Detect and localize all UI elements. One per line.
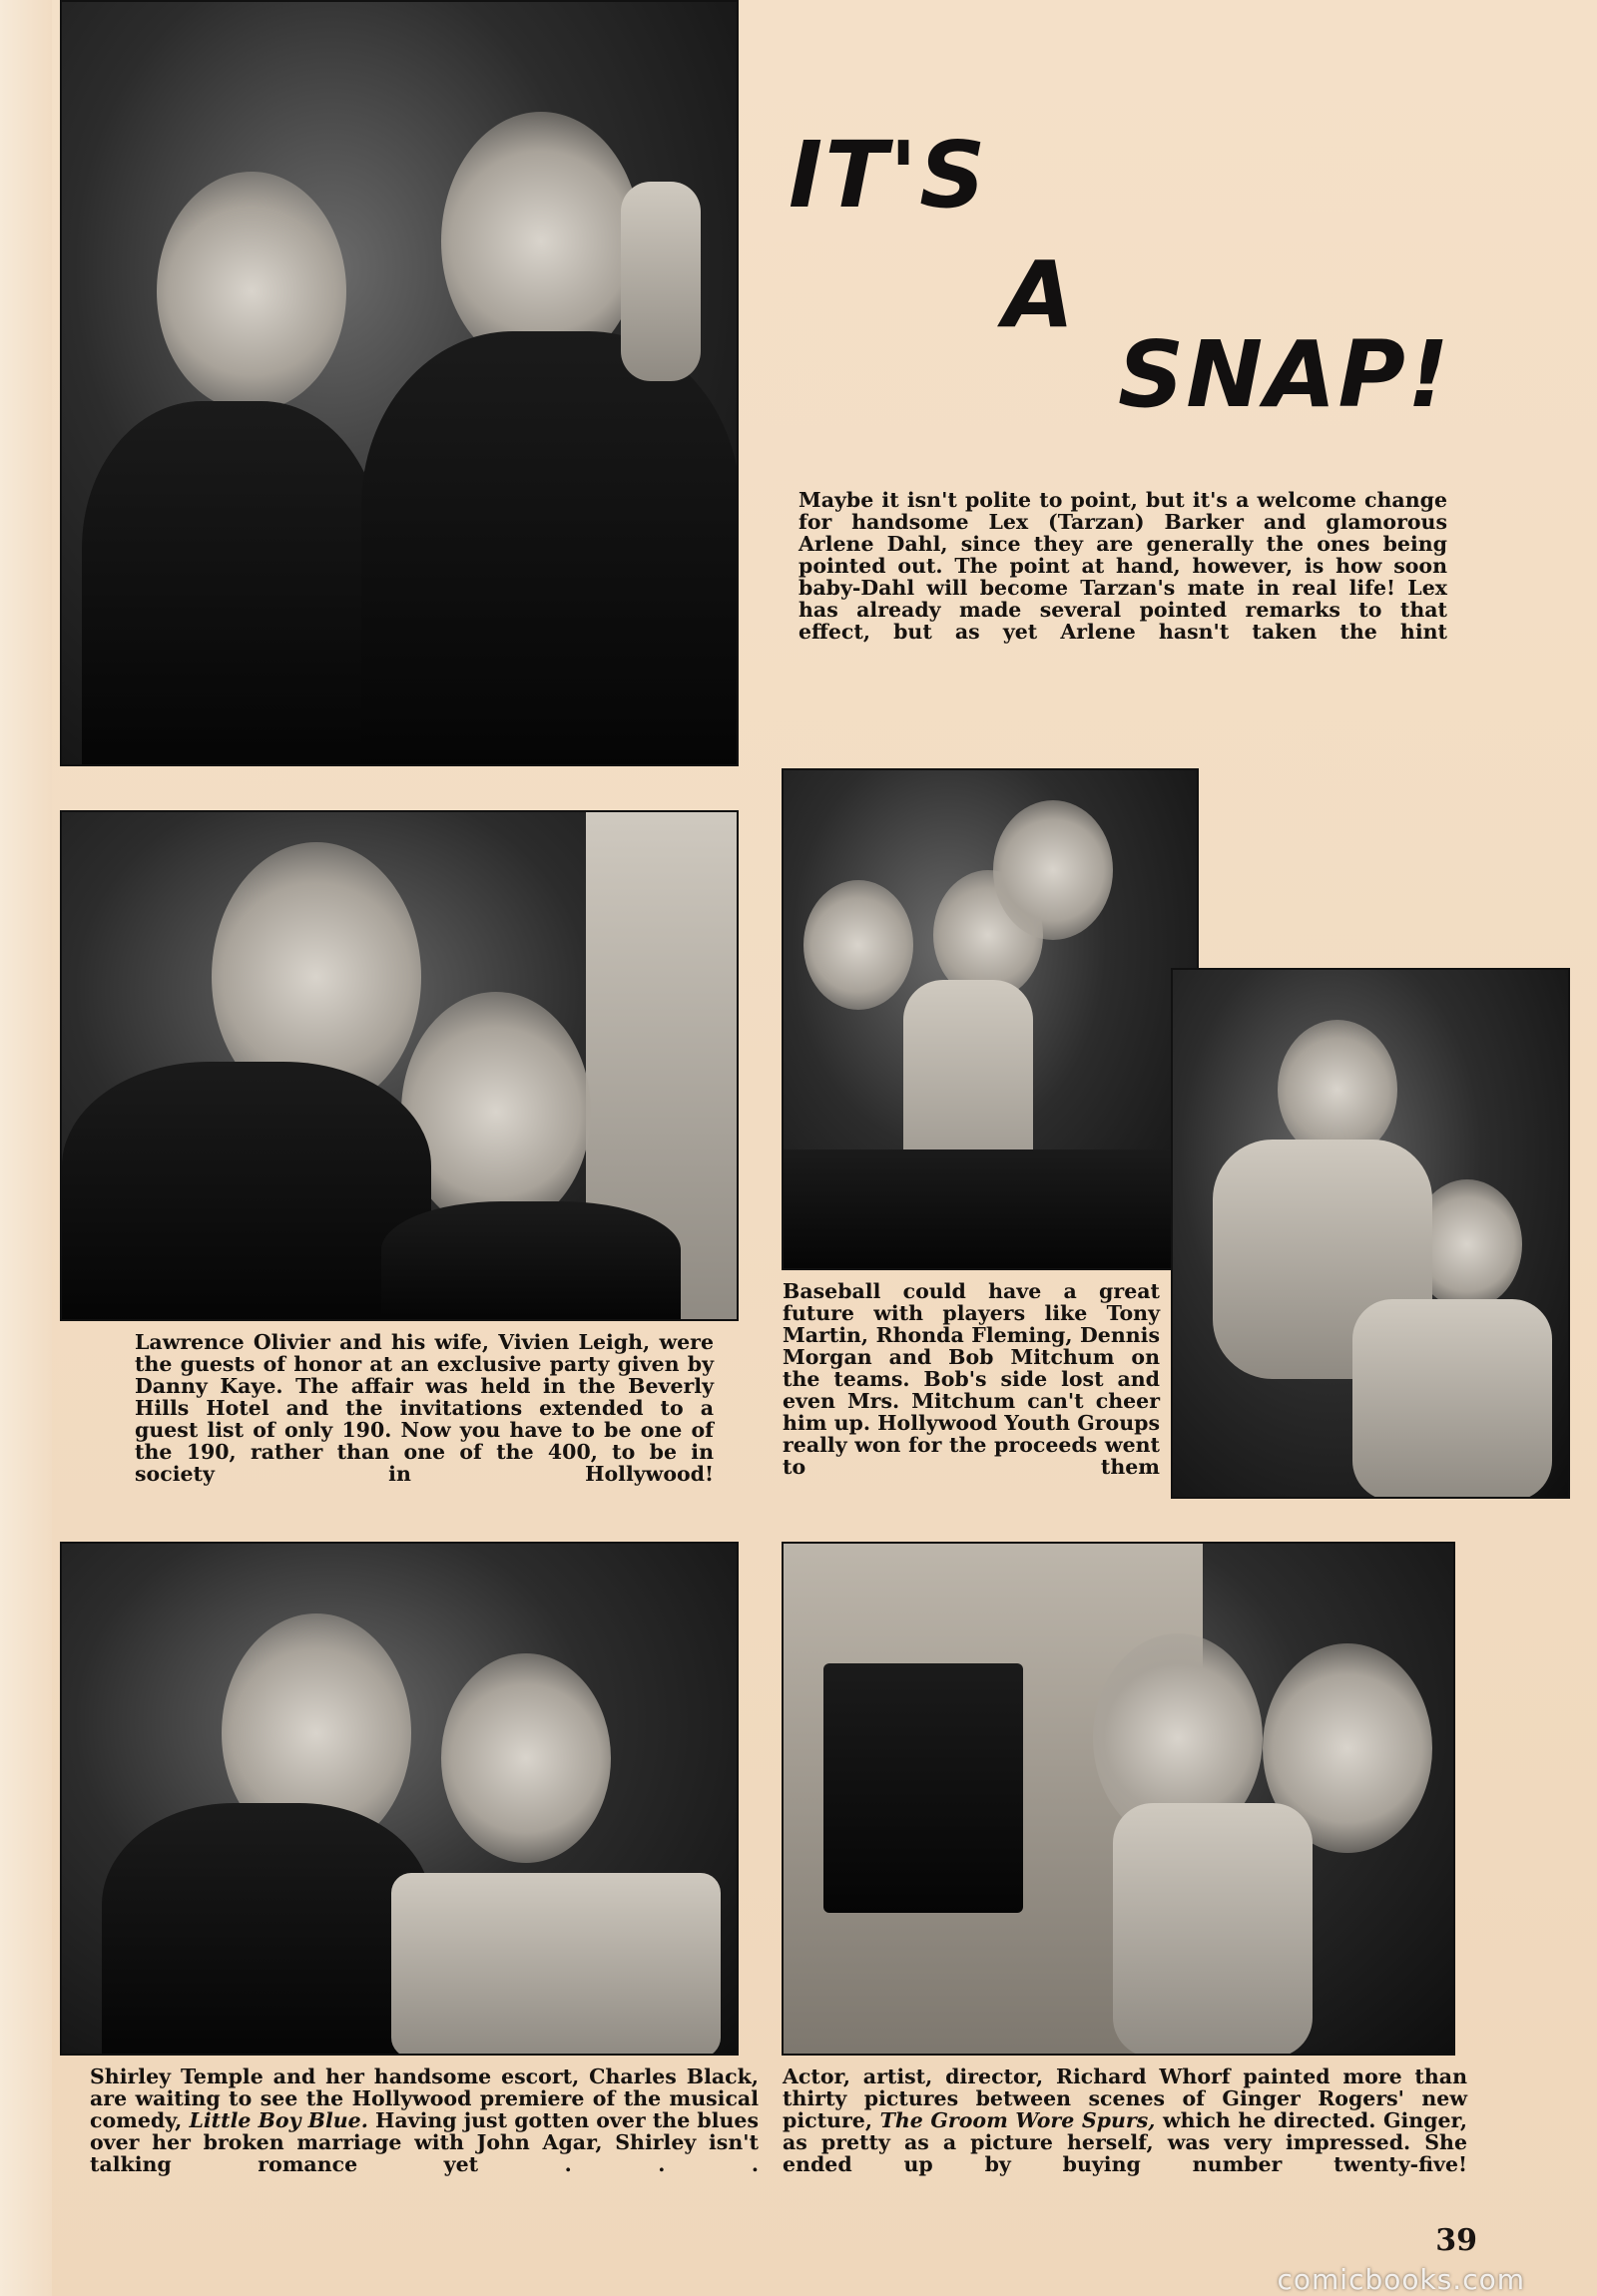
headline-a: A <box>1003 241 1077 348</box>
photo-mitchum <box>1171 968 1570 1499</box>
caption-baseball: Baseball could have a great future with players like Tony Martin, Rhonda Fleming, Dennis Morgan and Bob Mitchum on the teams. Bob's side lost and even Mrs. Mitchum can't cheer him up. Hollywood Youth Groups really won for the proceeds went to them <box>783 1279 1160 1479</box>
photo-rogers-whorf <box>782 1542 1455 2056</box>
caption-temple-black: Shirley Temple and her handsome escort, Charles Black, are waiting to see the Hollywood premiere of the musical comedy, Little Boy Blue. Having just gotten over the blues over her broken marriage with John Agar, Shirley isn't talking romance yet . . . <box>90 2065 759 2176</box>
caption-rogers-whorf: Actor, artist, director, Richard Whorf painted more than thirty pictures between scenes of Ginger Rogers' new picture, The Groom Wore Spurs, which he directed. Ginger, as pretty as a picture herself, was very impressed. She ended up by buying number twenty-five! <box>783 2065 1467 2176</box>
caption-barker-dahl: Maybe it isn't polite to point, but it's a welcome change for handsome Lex (Tarzan) Barker and glamorous Arlene Dahl, since they are generally the ones being pointed out. The point at hand, however, is how soon baby-Dahl will become Tarzan's mate in real life! Lex has already made several pointed remarks to that effect, but as yet Arlene hasn't taken the hint <box>798 488 1447 644</box>
headline-its: IT'S <box>789 122 988 229</box>
caption-olivier-leigh: Lawrence Olivier and his wife, Vivien Leigh, were the guests of honor at an exclusive party given by Danny Kaye. The affair was held in the Beverly Hills Hotel and the invitations extended to a guest list of only 190. Now you have to be one of the 190, rather than one of the 400, to be in society in Hollywood! <box>135 1330 714 1486</box>
page-number: 39 <box>1435 2223 1477 2258</box>
photo-temple-black <box>60 1542 739 2056</box>
photo-baseball-group <box>782 768 1199 1270</box>
watermark: comicbooks.com <box>1277 2263 1525 2296</box>
photo-barker-dahl <box>60 0 739 766</box>
headline-snap: SNAP! <box>1118 321 1451 428</box>
photo-olivier-leigh <box>60 810 739 1321</box>
page-binding-edge <box>0 0 52 2296</box>
